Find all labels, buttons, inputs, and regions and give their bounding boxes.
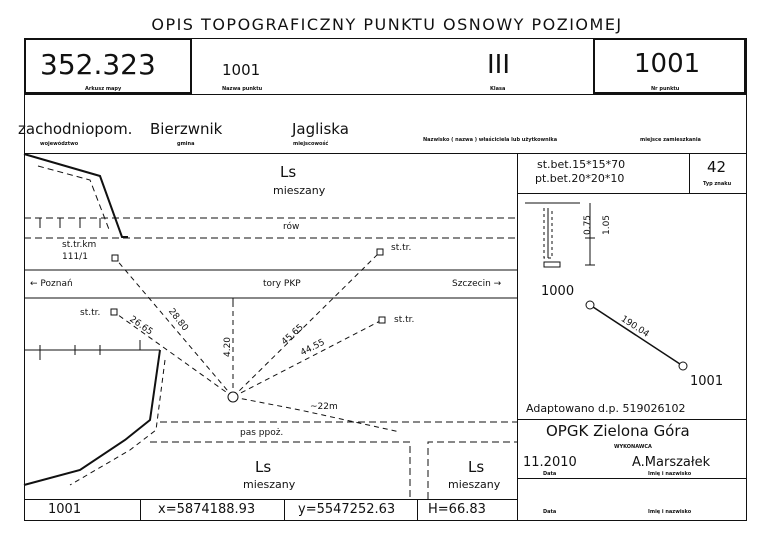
line-1000-1001: [590, 305, 683, 366]
line-to-km: [115, 258, 233, 397]
executor-person: A.Marszałek: [632, 455, 711, 470]
marker-line-2: pt.bet.20*20*10: [535, 172, 625, 185]
point-number-caption: Nr punktu: [651, 86, 680, 92]
sheet-number: 352.323: [40, 48, 156, 81]
owner-caption: Nazwisko ( nazwa ) właściciela lub użytkownika: [423, 137, 558, 143]
coord-x: x=5874188.93: [158, 502, 256, 517]
executor-org: OPGK Zielona Góra: [546, 422, 690, 440]
sketch-ditch: rów: [283, 222, 300, 232]
executor-date: 11.2010: [523, 455, 577, 470]
point-class: III: [487, 50, 511, 80]
forest-edge-bottom: [24, 350, 160, 485]
marker-dim-1: 0.75: [583, 214, 594, 236]
locality: Jagliska: [292, 120, 349, 138]
voivodeship: zachodniopom.: [18, 120, 133, 138]
sketch-belt: pas ppoż.: [240, 428, 284, 438]
marker-type-caption: Typ znaku: [703, 181, 732, 187]
marker-line-1: st.bet.15*15*70: [537, 158, 626, 171]
executor-date-caption: Data: [543, 471, 557, 477]
sketch-d-22m: ~22m: [310, 402, 338, 412]
sketch-szczecin: Szczecin →: [452, 279, 502, 289]
marker-type: 42: [707, 158, 727, 176]
executor-caption: WYKONAWCA: [614, 444, 652, 450]
coord-y: y=5547252.63: [298, 502, 396, 517]
sketch-km-1: st.tr.km: [62, 240, 97, 250]
marker-distance: 190.04: [618, 314, 651, 340]
sketch-sttr-e: st.tr.: [394, 315, 415, 325]
line-to-ne: [233, 252, 380, 397]
adapted-note: Adaptowano d.p. 519026102: [526, 402, 686, 415]
sketch-d-2665: 26.65: [127, 314, 155, 338]
voivodeship-caption: województwo: [40, 141, 79, 147]
point-number: 1001: [634, 49, 701, 79]
marker-from: 1000: [541, 284, 575, 299]
marker-to: 1001: [690, 374, 724, 389]
sketch-d-4565: 45.65: [279, 322, 306, 348]
point-name: 1001: [222, 61, 261, 79]
sketch-sttr-w: st.tr.: [80, 308, 101, 318]
second-person-caption: Imię i nazwisko: [648, 509, 692, 515]
sketch-railway: tory PKP: [263, 279, 301, 289]
marker-dim-2: 1.05: [602, 214, 613, 236]
commune: Bierzwnik: [150, 120, 223, 138]
point-name-caption: Nazwa punktu: [222, 86, 263, 92]
sketch-ls-top: Ls: [280, 163, 297, 181]
line-to-e: [233, 320, 382, 397]
sketch-poznan: ← Poznań: [30, 279, 73, 289]
commune-caption: gmina: [177, 141, 195, 147]
coord-point: 1001: [48, 502, 82, 517]
coord-h: H=66.83: [428, 502, 486, 517]
residence-caption: miejsce zamieszkania: [640, 137, 701, 143]
sketch-ls-bottom: Ls: [255, 458, 272, 476]
sketch-mixed-bottom: mieszany: [243, 478, 296, 491]
executor-person-caption: Imię i nazwisko: [648, 471, 692, 477]
point-class-caption: Klasa: [490, 86, 506, 92]
sketch-d-420: 4.20: [223, 336, 234, 358]
second-date-caption: Data: [543, 509, 557, 515]
sketch-mixed-right: mieszany: [448, 478, 501, 491]
locality-caption: miejscowość: [293, 141, 329, 147]
sketch-ls-right: Ls: [468, 458, 485, 476]
sheet-caption: Arkusz mapy: [85, 86, 122, 92]
sketch-d-4455: 44.55: [299, 337, 327, 359]
sketch-sttr-ne: st.tr.: [391, 243, 412, 253]
sketch-d-2880: 28.80: [166, 306, 190, 334]
sketch-mixed-top: mieszany: [273, 184, 326, 197]
sketch-km-2: 111/1: [62, 252, 88, 262]
page-title: OPIS TOPOGRAFICZNY PUNKTU OSNOWY POZIOMEJ: [151, 15, 623, 34]
